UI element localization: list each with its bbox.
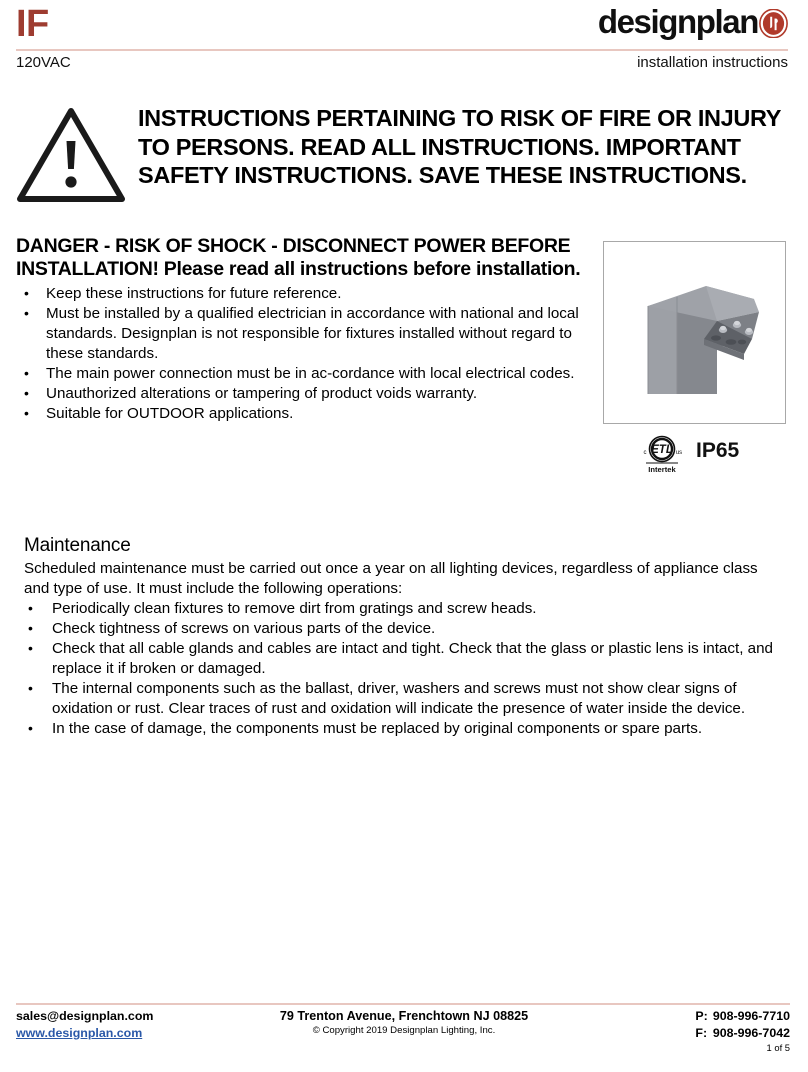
maintenance-intro-text: Scheduled maintenance must be carried out once a year on all lighting devices, regardless of appliance class and type of use. It must include the following operations: [24,560,758,597]
maintenance-section [24,534,774,739]
page-number: 1 of 5 [766,1042,790,1053]
etl-intertek-icon [638,433,686,475]
footer-fax-number: 908-996-7042 [712,1025,790,1040]
footer-address: 79 Trenton Avenue, Frenchtown NJ 08825 [279,1009,529,1023]
page-footer [0,1006,808,1066]
footer-email[interactable]: sales@designplan.com [16,1009,154,1023]
list-item: • Check that all cable glands and cables are intact and tight. Check that the glass or plastic lens is intact, and replace it if broken or damaged. [24,639,774,679]
svg-text:Intertek: Intertek [648,465,676,474]
header-divider [16,49,788,51]
footer-phone-number: 908-996-7710 [712,1009,790,1023]
footer-website-link[interactable]: www.designplan.com [16,1025,143,1040]
footer-fax-row [695,1025,790,1042]
safety-warning-banner [16,104,788,202]
footer-fax-label: F: [695,1025,708,1040]
header-top-row [0,0,808,48]
header-sub-row [0,54,808,76]
danger-heading-line2: INSTALLATION! Please read all instructions before installation. [16,257,581,280]
footer-phone-label: P: [695,1009,708,1023]
list-item: • The main power connection must be in ac-cordance with local electrical codes. [16,364,594,384]
svg-text:us: us [675,450,683,456]
footer-copyright: © Copyright 2019 Designplan Lighting, Inc. [312,1025,496,1036]
svg-text:c: c [643,450,647,456]
list-item: • Check tightness of screws on various parts of the device. [24,619,774,639]
list-item: • In the case of damage, the components must be replaced by original components or spare parts. [24,719,774,739]
footer-phone-block [695,1008,790,1054]
footer-phone-row [695,1008,790,1025]
maintenance-title: Maintenance [24,535,131,556]
warning-triangle-icon [16,107,126,202]
danger-section [16,235,594,424]
list-item: • The internal components such as the ballast, driver, washers and screws must not show clear signs of oxidation or rust. Clear traces of rust and oxidation will indicate the presence of water inside the device. [24,679,774,719]
footer-address-block [0,1009,808,1037]
document-type-label: installation instructions [637,54,788,71]
list-item: • Unauthorized alterations or tampering of product voids warranty. [16,384,594,404]
danger-bullet-list [16,284,594,424]
ip-rating-label: IP65 [696,439,740,462]
svg-text:ETL: ETL [651,444,673,456]
product-fixture-illustration [604,242,785,423]
list-item: • Suitable for OUTDOOR applications. [16,404,594,424]
voltage-label: 120VAC [16,54,71,71]
list-item: • Keep these instructions for future reference. [16,284,594,304]
designplan-emblem-icon [759,9,788,38]
list-item: • Periodically clean fixtures to remove dirt from gratings and screw heads. [24,599,774,619]
certification-badges [638,433,739,475]
footer-divider [16,1003,790,1005]
product-image-box [603,241,786,424]
safety-warning-text: INSTRUCTIONS PERTAINING TO RISK OF FIRE OR INJURY TO PERSONS. READ ALL INSTRUCTIONS. IMPORTANT SAFETY INSTRUCTIONS. SAVE THESE INSTRUCTIONS. [138,105,781,188]
danger-heading-line1: DANGER - RISK OF SHOCK - DISCONNECT POWER BEFORE [16,235,571,257]
brand-wordmark: designplan [597,3,758,40]
page-header [0,0,808,71]
list-item: • Must be installed by a qualified electrician in accordance with national and local standards. Designplan is not responsible for fixtures installed without regard to these standards. [16,304,594,364]
designplan-logo [598,5,788,38]
maintenance-bullet-list [24,599,774,739]
document-code: IF [16,3,49,45]
